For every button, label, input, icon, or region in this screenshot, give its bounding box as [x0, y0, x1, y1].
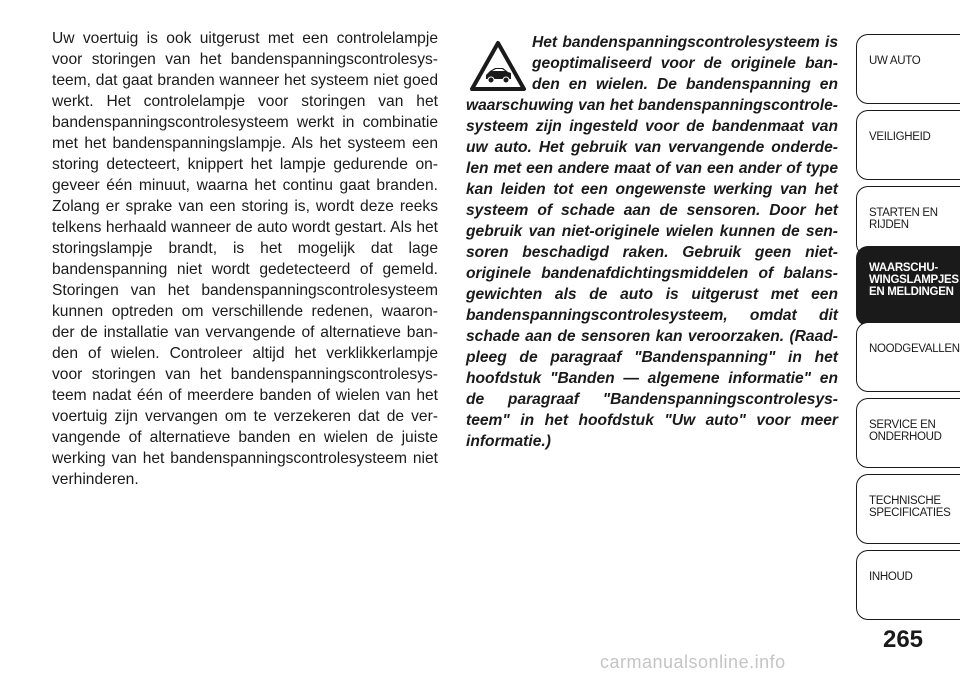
warning-triangle-car-icon: [470, 40, 526, 92]
tab-noodgevallen[interactable]: NOODGEVALLEN: [856, 322, 960, 392]
warning-text: Het bandenspanningscontrolesysteem is geoptimaliseerd voor de originele ban-den en wielen. De bandenspanning en waarschuwing van het bandenspanningscontrole-systeem zijn ingesteld voor de bandenmaat van uw auto. Het gebruik van vervangende onderde-len met een andere maat of van een ander of type kan leiden tot een ongewenste werking van het systeem of schade aan de sensoren. Door het gebruik van niet-originele wielen kunnen de sen-soren beschadigd raken. Gebruik geen niet-originele bandenafdichtingsmiddelen of balans-gewichten als de auto is uitgerust met een bandenspanningscontrolesysteem, omdat dit schade aan de sensoren kan veroorzaken. (Raad-pleeg de paragraaf "Bandenspanning" in het hoofdstuk "Banden — algemene informatie" en de paragraaf "Bandenspanningscontrolesys-teem" in het hoofdstuk "Uw auto" voor meer informatie.): [466, 34, 838, 450]
tab-inhoud[interactable]: INHOUD: [856, 550, 960, 620]
tab-technische-specificaties[interactable]: TECHNISCHE SPECIFICATIES: [856, 474, 960, 544]
warning-box: [466, 32, 838, 452]
tab-service-en-onderhoud[interactable]: SERVICE EN ONDERHOUD: [856, 398, 960, 468]
tab-uw-auto[interactable]: UW AUTO: [856, 34, 960, 104]
tab-waarschuwingslampjes[interactable]: WAARSCHU- WINGSLAMPJES EN MELDINGEN: [856, 246, 960, 326]
watermark: carmanualsonline.info: [600, 652, 786, 672]
tab-starten-en-rijden[interactable]: STARTEN EN RIJDEN: [856, 186, 960, 256]
section-tabs: [856, 0, 960, 620]
body-text: Uw voertuig is ook uitgerust met een controlelampje voor storingen van het bandenspanningscontrolesys-teem, dat gaat branden wanneer het systeem niet goed werkt. Het controlelampje voor storingen van het bandenspanningscontrolesysteem werkt in combinatie met het bandenspanningslampje. Als het systeem een storing detecteert, knippert het lampje gedurende on-geveer één minuut, waarna het continu gaat branden. Zolang er sprake van een storing is, wordt deze reeks telkens herhaald wanneer de auto wordt gestart. Als het storingslampje brandt, is het mogelijk dat lage bandenspanning niet wordt gedetecteerd of gemeld. Storingen van het bandenspanningscontrolesysteem kunnen optreden om verschillende redenen, waaron-der de installatie van vervangende of alternatieve ban-den of wielen. Controleer altijd het verklikkerlampje voor storingen van het bandenspanningscontrolesys-teem nadat één of meerdere banden of wielen van het voertuig zijn vervangen om te verzekeren dat de ver-vangende of alternatieve banden en wielen de juiste werking van het bandenspanningscontrolesysteem niet verhinderen.: [52, 30, 438, 488]
tab-veiligheid[interactable]: VEILIGHEID: [856, 110, 960, 180]
page-number: 265: [882, 626, 924, 653]
